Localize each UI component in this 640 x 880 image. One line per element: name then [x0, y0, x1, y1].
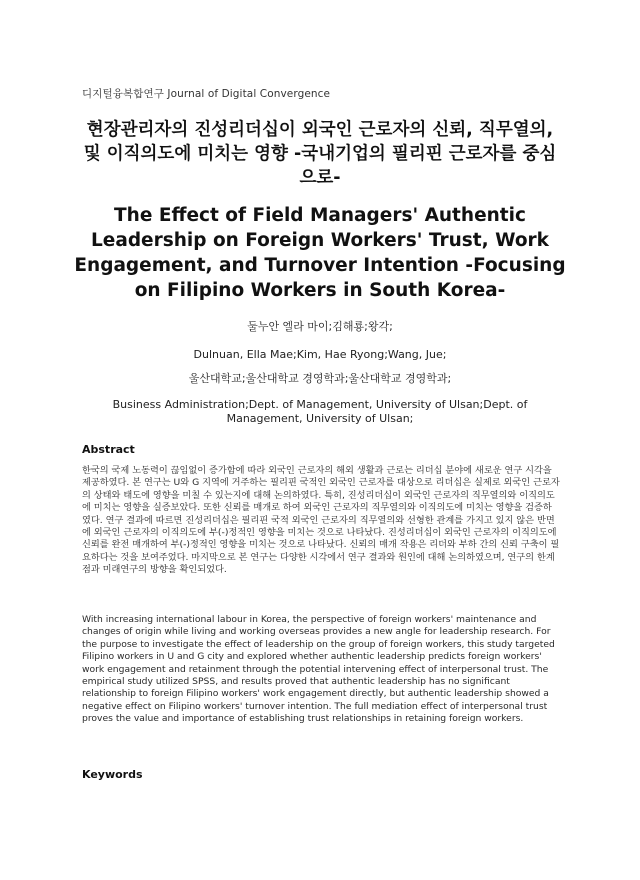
journal-name: 디지털융복합연구 Journal of Digital Convergence — [82, 88, 331, 100]
keywords-heading: Keywords — [82, 768, 143, 781]
authors-english: Dulnuan, Ella Mae;Kim, Hae Ryong;Wang, Jue; — [193, 348, 447, 361]
affiliations-english: Business Administration;Dept. of Management, University of Ulsan;Dept. of Management, University of Ulsan; — [112, 398, 528, 425]
authors-korean: 둘누안 엘라 마이;김해룡;왕각; — [247, 320, 393, 333]
abstract-heading: Abstract — [82, 443, 135, 456]
affiliations-korean: 울산대학교;울산대학교 경영학과;울산대학교 경영학과; — [188, 372, 452, 385]
english-title: The Effect of Field Managers' Authentic Leadership on Foreign Workers' Trust, Work Engagement, and Turnover Intention -Focusing on Filipino Workers in South Korea- — [74, 205, 566, 301]
abstract-english: With increasing international labour in Korea, the perspective of foreign workers' maintenance and changes of origin while living and working overseas provides a new angle for leadership research. For the purpose to investigate the effect of leadership on the group of foreign workers, this study targeted Filipino workers in U and G city and explored whether authentic leadership predicts foreign workers' work engagement and retainment through the potential intervening effect of interpersonal trust. The empirical study utilized SPSS, and results proved that authentic leadership has no significant relationship to foreign Filipino workers' work engagement directly, but authentic leadership showed a negative effect on Filipino workers' turnover intention. The full mediation effect of interpersonal trust proves the value and importance of establishing trust relationships in retaining foreign workers. — [82, 614, 555, 725]
abstract-korean: 한국의 국제 노동력이 끊임없이 증가함에 따라 외국인 근로자의 해외 생활과 근로는 리더십 분야에 새로운 연구 시각을 제공하였다. 본 연구는 U와 G 지역에 거주하는 필리핀 국적인 외국인 근로자를 대상으로 리더십은 실제로 외국인 근로자의 상태와 태도에 영향을 미칠 수 있는지에 대해 논의하였다. 특히, 진성리더십이 외국인 근로자의 직무열의와 이직의도에 미치는 영향을 실증보았다. 또한 신뢰를 매개로 하여 외국인 근로자의 직무열의와 이직의도에 미치는 영향을 검증하였다. 연구 결과에 따르면 진성리더십은 필리핀 국적 외국인 근로자의 직무열의와 선형한 관계를 가지고 있지 않은 반면에 외국인 근로자의 이직의도에 부(-)정적인 영향을 미치는 것으로 나타났다. 진성리더십이 외국인 근로자의 이직의도에 신뢰를 완전 매개하여 부(-)정적인 영향을 미치는 것으로 나타났다. 신뢰의 매개 작용은 리더와 부하 간의 신뢰 구축이 필요하다는 것을 보여주었다. 마지막으로 본 연구는 다양한 시각에서 연구 결과와 원인에 대해 논의하였으며, 연구의 한계점과 미래연구의 방향을 확인되었다. — [82, 465, 560, 576]
korean-title: 현장관리자의 진성리더십이 외국인 근로자의 신뢰, 직무열의, 및 이직의도에 미치는 영향 -국내기업의 필리핀 근로자를 중심으로- — [83, 120, 557, 188]
